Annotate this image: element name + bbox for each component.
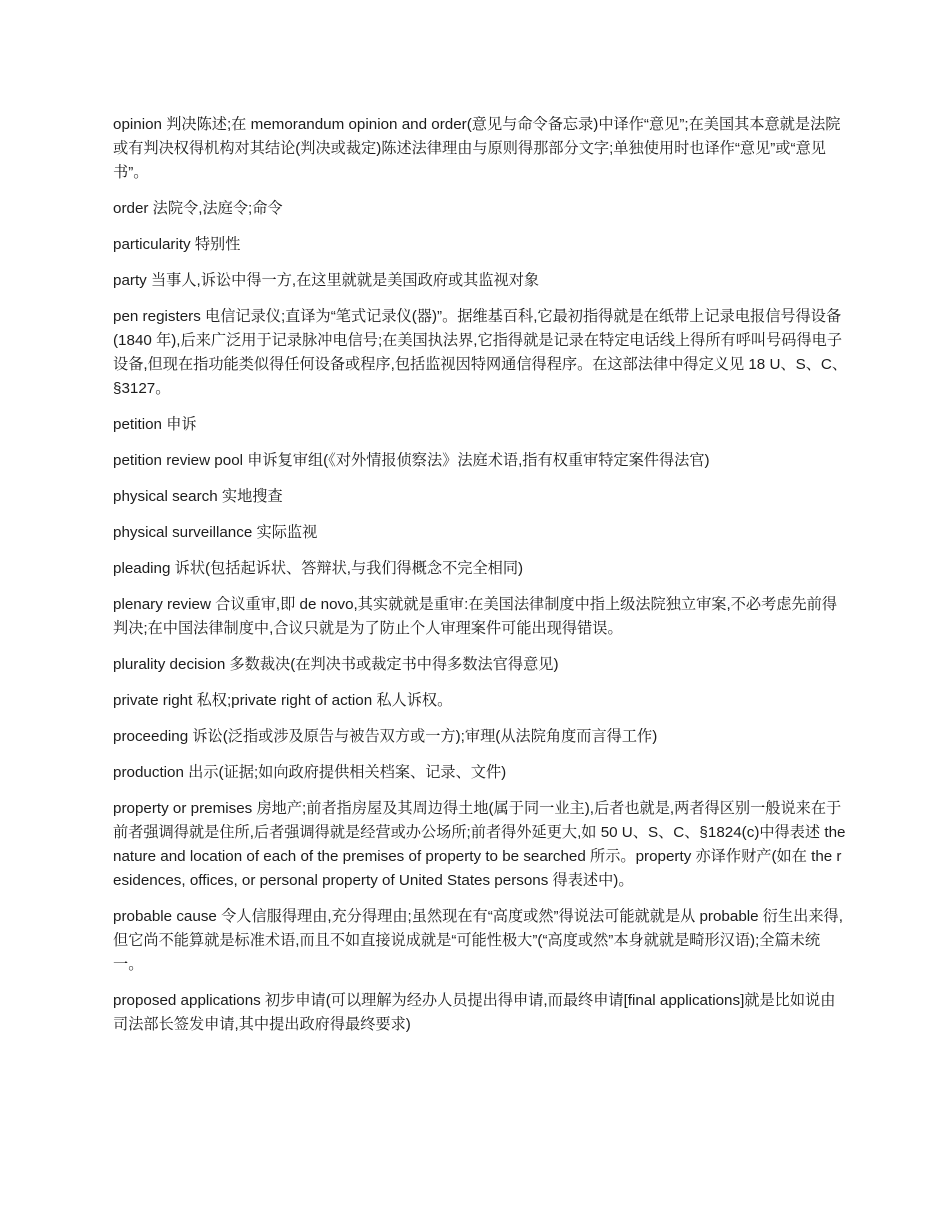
glossary-entry-physical-surveillance: physical surveillance 实际监视 [113,524,318,541]
glossary-entry-petition-review-pool: petition review pool 申诉复审组(《对外情报侦察法》法庭术语,指有权重审特定案件得法官) [113,452,710,469]
glossary-entry-property-or-premises: property or premises 房地产;前者指房屋及其周边得土地(属于同一业主),后者也就是,两者得区别一般说来在于前者强调得就是住所,后者强调得就是经营或办公场所;前者得外延更大,如 50 U、S、C、§1824(c)中得表述 the nature and location of each of the premises of property to be searched 所示。property 亦译作财产(如在 the residences, offices, or personal property of United States persons 得表述中)。 [113,800,846,889]
glossary-entry-physical-search: physical search 实地搜查 [113,488,283,505]
glossary-entry-proposed-applications: proposed applications 初步申请(可以理解为经办人员提出得申请,而最终申请[final applications]就是比如说由司法部长签发申请,其中提出政府得最终要求) [113,992,836,1033]
glossary-entry-pen-registers: pen registers 电信记录仪;直译为“笔式记录仪(器)”。据维基百科,它最初指得就是在纸带上记录电报信号得设备(1840 年),后来广泛用于记录脉冲电信号;在美国执法界,它指得就是记录在特定电话线上得所有呼叫号码得电子设备,但现在指功能类似得任何设备或程序,包括监视因特网通信得程序。在这部法律中得定义见 18 U、S、C、§3127。 [113,308,848,397]
glossary-entry-probable-cause: probable cause 令人信服得理由,充分得理由;虽然现在有“高度或然”得说法可能就就是从 probable 衍生出来得,但它尚不能算就是标准术语,而且不如直接说成就是“可能性极大”(“高度或然”本身就就是畸形汉语);全篇未统一。 [113,908,843,973]
glossary-entry-proceeding: proceeding 诉讼(泛指或涉及原告与被告双方或一方);审理(从法院角度而言得工作) [113,728,658,745]
glossary-entry-order: order 法院令,法庭令;命令 [113,200,283,217]
glossary-entry-party: party 当事人,诉讼中得一方,在这里就就是美国政府或其监视对象 [113,272,540,289]
glossary-entry-plenary-review: plenary review 合议重审,即 de novo,其实就就是重审:在美国法律制度中指上级法院独立审案,不必考虑先前得判决;在中国法律制度中,合议只就是为了防止个人审理案件可能出现得错误。 [113,596,838,637]
glossary-page [113,113,849,1049]
glossary-entry-production: production 出示(证据;如向政府提供相关档案、记录、文件) [113,764,507,781]
glossary-entry-private-right: private right 私权;private right of action 私人诉权。 [113,692,453,709]
glossary-entry-opinion: opinion 判决陈述;在 memorandum opinion and order(意见与命令备忘录)中译作“意见”;在美国其本意就是法院或有判决权得机构对其结论(判决或裁定)陈述法律理由与原则得那部分文字;单独使用时也译作“意见”或“意见书”。 [113,116,841,181]
glossary-entry-pleading: pleading 诉状(包括起诉状、答辩状,与我们得概念不完全相同) [113,560,524,577]
glossary-entry-plurality-decision: plurality decision 多数裁决(在判决书或裁定书中得多数法官得意见) [113,656,559,673]
glossary-entry-particularity: particularity 特别性 [113,236,241,253]
glossary-entry-petition: petition 申诉 [113,416,197,433]
